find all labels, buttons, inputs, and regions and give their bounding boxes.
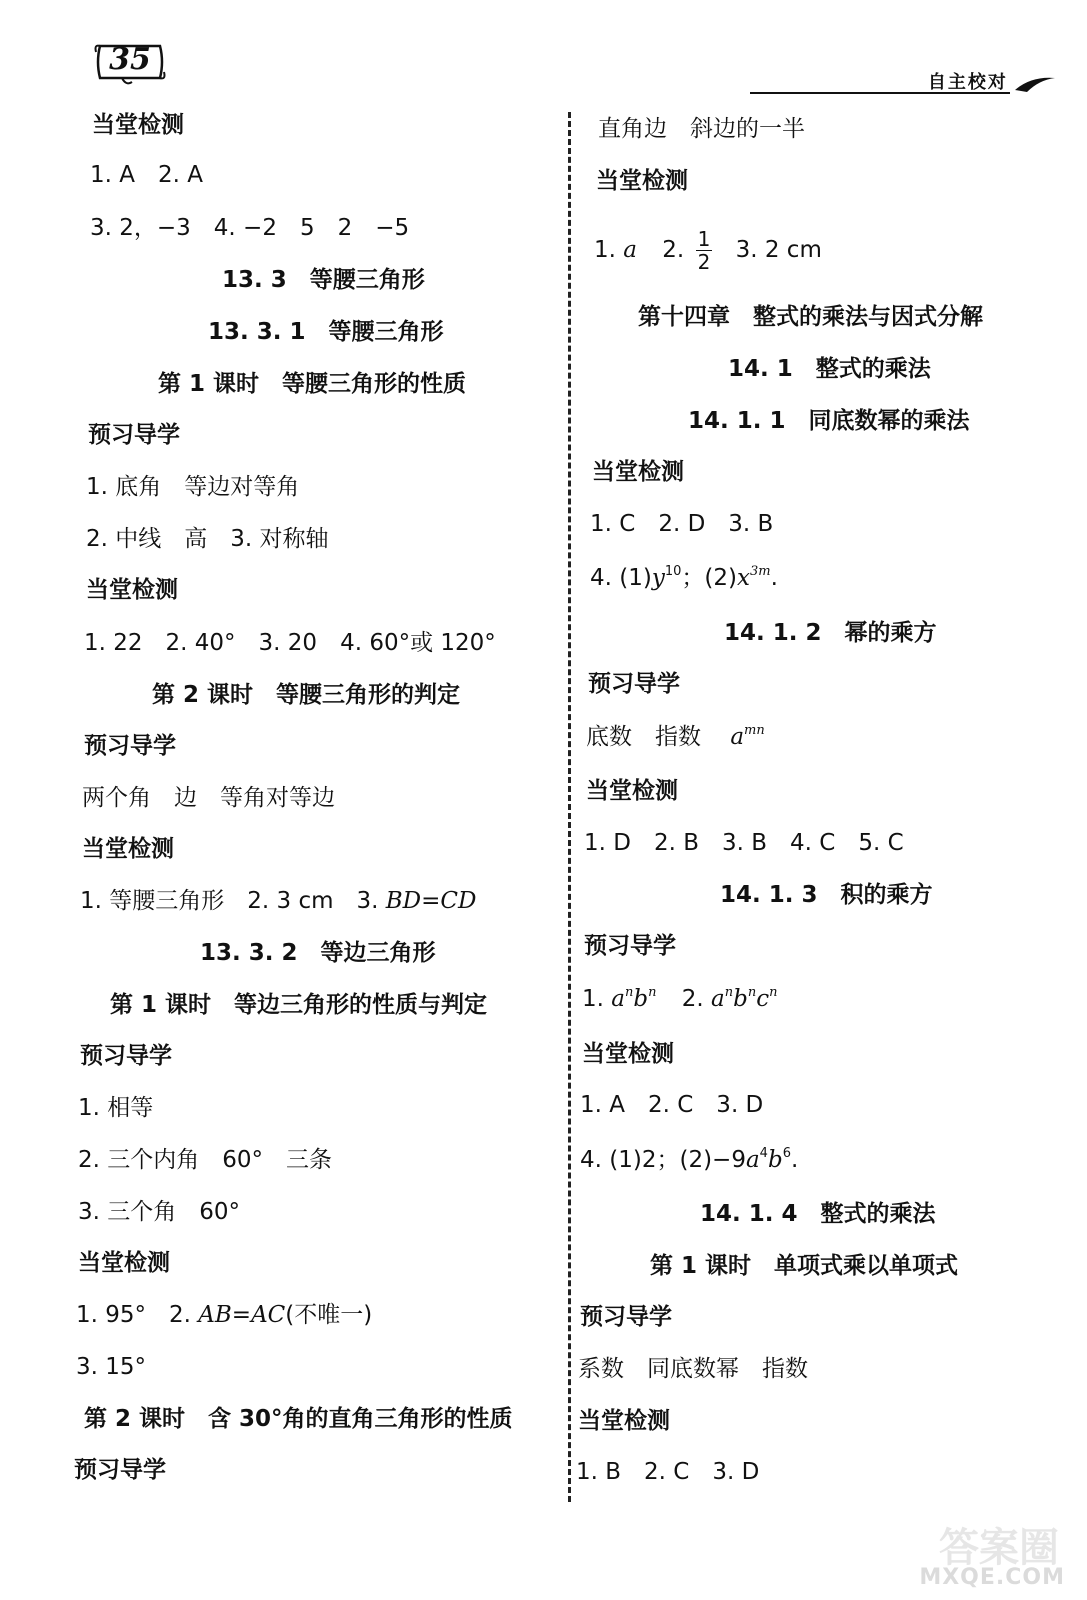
math-expression: AB=AC — [198, 1302, 286, 1328]
heading-check: 当堂检测 — [92, 112, 184, 138]
subsection-title: 14. 1. 3 积的乘方 — [720, 882, 933, 908]
math-variable: y — [651, 565, 665, 591]
heading-check: 当堂检测 — [78, 1250, 170, 1276]
answer-line: 直角边 斜边的一半 — [598, 116, 805, 142]
math-expression: BD=CD — [385, 888, 477, 914]
exponent: n — [648, 985, 657, 1000]
answer-text: 3. 2 cm — [735, 237, 822, 263]
heading-check: 当堂检测 — [82, 836, 174, 862]
fraction-denominator: 2 — [697, 250, 711, 274]
section-title: 14. 1 整式的乘法 — [728, 356, 931, 382]
lesson-title: 第 2 课时 含 30°角的直角三角形的性质 — [84, 1406, 513, 1432]
answer-line — [76, 1300, 372, 1330]
heading-check: 当堂检测 — [578, 1408, 670, 1434]
exponent: 3m — [749, 564, 771, 579]
math-variable: x — [736, 565, 750, 591]
subsection-title: 14. 1. 1 同底数幂的乘法 — [688, 408, 970, 434]
page-number: 35 — [109, 42, 151, 77]
answer-line: 系数 同底数幂 指数 — [578, 1356, 808, 1382]
exponent: n — [724, 985, 734, 1000]
subsection-title: 13. 3. 1 等腰三角形 — [208, 319, 444, 345]
lesson-title: 第 1 课时 单项式乘以单项式 — [650, 1253, 959, 1279]
answer-line: 1. C 2. D 3. B — [590, 511, 774, 537]
subsection-title: 14. 1. 4 整式的乘法 — [700, 1201, 936, 1227]
section-title: 13. 3 等腰三角形 — [222, 267, 425, 293]
answer-line: 1. A 2. C 3. D — [580, 1092, 764, 1118]
heading-check: 当堂检测 — [592, 459, 684, 485]
math-variable: b — [733, 986, 748, 1012]
heading-preview: 预习导学 — [84, 733, 176, 759]
answer-line — [590, 563, 778, 593]
answer-text: 1. — [594, 237, 616, 263]
answer-text: 2. — [662, 237, 685, 263]
answer-line — [80, 886, 476, 916]
answer-line: 1. 底角 等边对等角 — [86, 474, 300, 500]
math-variable: c — [756, 986, 770, 1012]
answer-text: ；(2) — [681, 565, 737, 591]
answer-text: . — [770, 565, 778, 591]
answer-text: 4. (1) — [590, 565, 652, 591]
fraction — [696, 228, 713, 273]
exponent: 4 — [759, 1146, 768, 1161]
answer-line — [594, 228, 822, 273]
heading-check: 当堂检测 — [586, 778, 678, 804]
chapter-title: 第十四章 整式的乘法与因式分解 — [638, 304, 983, 330]
answer-line: 3. 2，−3 4. −2 5 2 −5 — [90, 215, 410, 241]
subsection-title: 13. 3. 2 等边三角形 — [200, 940, 436, 966]
math-variable: a — [730, 724, 745, 750]
answer-text: 1. 95° 2. — [76, 1302, 191, 1328]
heading-preview: 预习导学 — [584, 933, 676, 959]
exponent: n — [769, 985, 778, 1000]
heading-check: 当堂检测 — [86, 577, 178, 603]
answer-line: 2. 三个内角 60° 三条 — [78, 1147, 333, 1173]
answer-line: 1. 相等 — [78, 1095, 154, 1121]
column-divider — [568, 112, 571, 1502]
answer-line: 3. 15° — [76, 1354, 147, 1380]
header-section — [928, 68, 1057, 94]
answer-line: 两个角 边 等角对等边 — [82, 785, 335, 811]
subsection-title: 14. 1. 2 幂的乘方 — [724, 620, 937, 646]
answer-text: 底数 指数 — [586, 724, 701, 750]
exponent: 6 — [782, 1146, 791, 1161]
answer-text: . — [790, 1147, 799, 1173]
math-variable: a — [745, 1147, 760, 1173]
watermark-logo: 答案圈 — [939, 1525, 1059, 1571]
math-variable: a — [611, 986, 625, 1012]
math-expression: a — [623, 237, 637, 263]
math-variable: b — [767, 1147, 783, 1173]
heading-preview: 预习导学 — [80, 1043, 172, 1069]
answer-line: 1. D 2. B 3. B 4. C 5. C — [584, 830, 904, 856]
exponent: mn — [744, 723, 765, 738]
heading-preview: 预习导学 — [74, 1457, 166, 1483]
answer-text: 4. (1)2；(2)−9 — [580, 1147, 746, 1173]
exponent: n — [747, 985, 757, 1000]
lesson-title: 第 1 课时 等边三角形的性质与判定 — [110, 992, 488, 1018]
answer-line: 1. A 2. A — [90, 162, 203, 188]
lesson-title: 第 1 课时 等腰三角形的性质 — [158, 371, 467, 397]
answer-text: 2. — [681, 986, 704, 1012]
answer-line — [580, 1145, 798, 1175]
exponent: n — [624, 985, 634, 1000]
exponent: 10 — [664, 564, 682, 579]
answer-text: 1. 等腰三角形 2. 3 cm 3. — [80, 888, 379, 914]
heading-preview: 预习导学 — [580, 1304, 672, 1330]
lesson-title: 第 2 课时 等腰三角形的判定 — [152, 682, 461, 708]
section-label: 自主校对 — [927, 72, 1008, 93]
answer-note: (不唯一) — [285, 1302, 373, 1328]
watermark — [875, 1516, 1065, 1592]
answer-line: 1. 22 2. 40° 3. 20 4. 60°或 120° — [84, 630, 496, 656]
page-number-badge — [92, 38, 168, 86]
answer-line: 2. 中线 高 3. 对称轴 — [86, 526, 329, 552]
math-variable: b — [633, 986, 649, 1012]
fraction-numerator: 1 — [697, 227, 711, 251]
heading-preview: 预习导学 — [588, 671, 680, 697]
watermark-url: MXQE.COM — [919, 1565, 1065, 1590]
answer-line — [582, 984, 778, 1014]
answer-line — [586, 722, 765, 752]
heading-preview: 预习导学 — [88, 422, 180, 448]
answer-line: 3. 三个角 60° — [78, 1199, 241, 1225]
heading-check: 当堂检测 — [596, 168, 688, 194]
math-variable: a — [711, 986, 725, 1012]
swoosh-icon — [1013, 74, 1057, 94]
answer-line: 1. B 2. C 3. D — [576, 1459, 760, 1485]
heading-check: 当堂检测 — [582, 1041, 674, 1067]
answer-text: 1. — [582, 986, 604, 1012]
